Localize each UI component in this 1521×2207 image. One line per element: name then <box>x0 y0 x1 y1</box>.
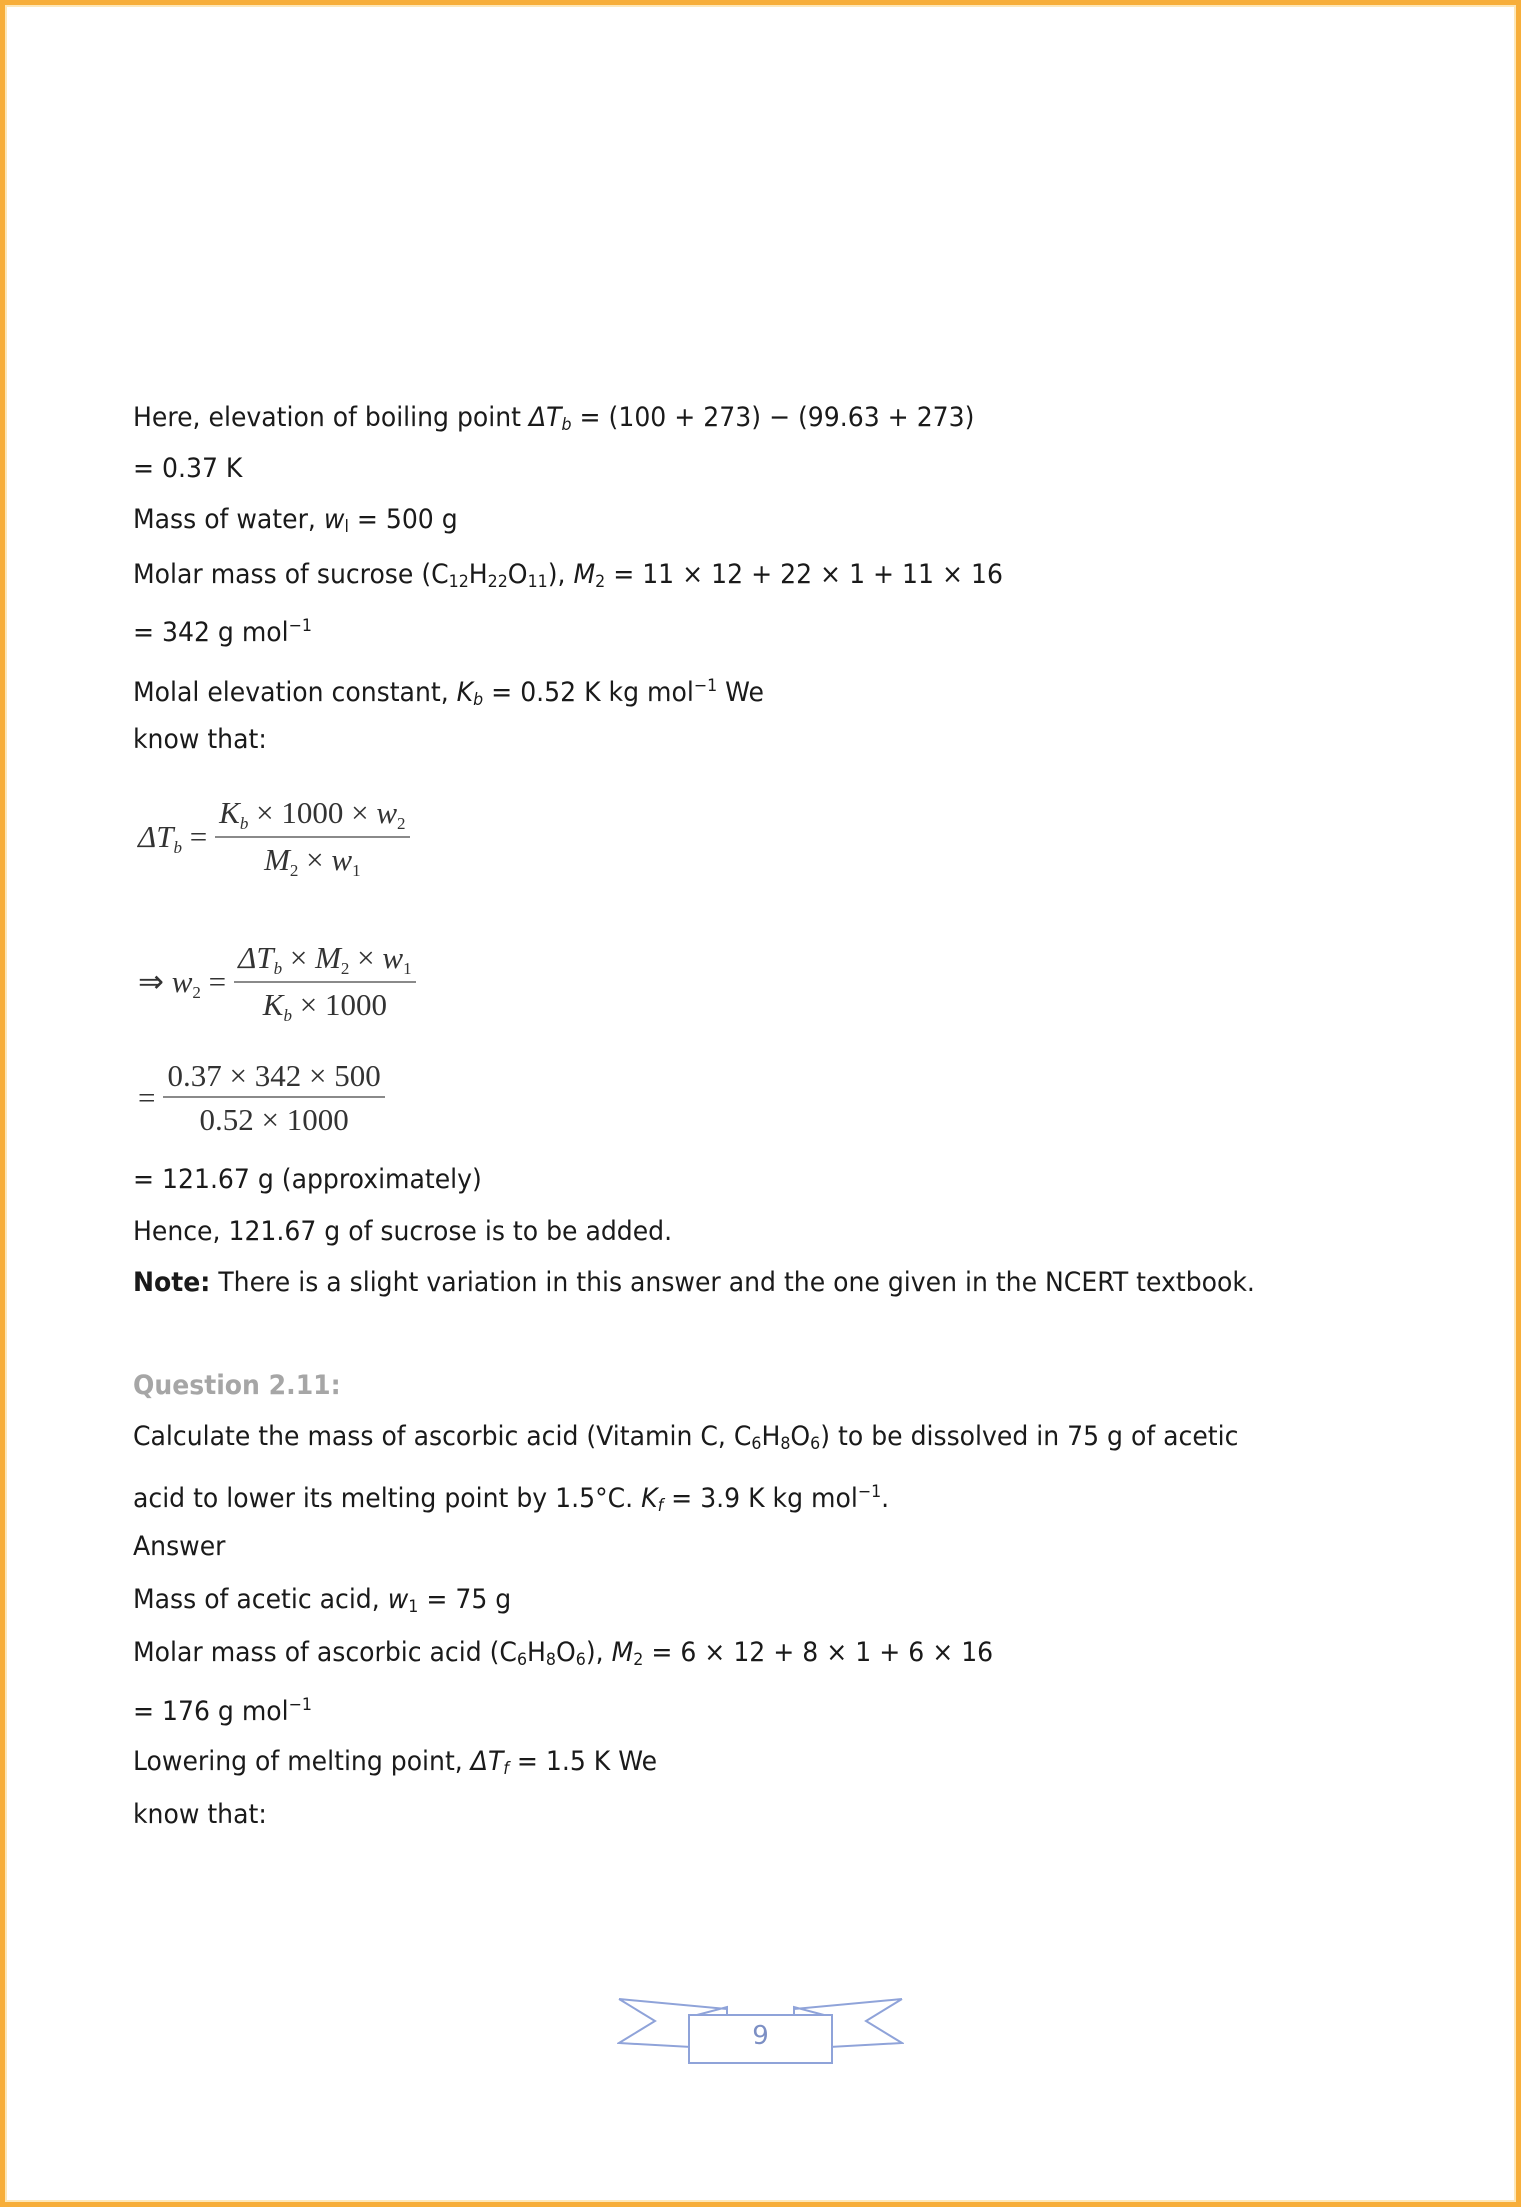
note-text: There is a slight variation in this answer and the one given in the NCERT textbook. <box>210 1267 1255 1298</box>
variable: w <box>387 1584 409 1615</box>
variable: ΔT <box>470 1746 504 1777</box>
subscript: 2 <box>397 814 406 833</box>
question-text-line-2 <box>133 1475 889 1523</box>
subscript: 1 <box>352 861 361 880</box>
text: H <box>761 1421 781 1452</box>
text: ), <box>547 559 574 590</box>
molar-mass-value-line <box>133 609 312 650</box>
superscript: −1 <box>693 676 718 696</box>
superscript: −1 <box>288 616 312 636</box>
subscript: l <box>344 517 349 537</box>
fraction <box>215 795 409 881</box>
equation-lhs <box>138 964 226 1003</box>
subscript: 22 <box>487 572 508 592</box>
subscript: 8 <box>780 1434 791 1454</box>
know-that-line-2: know that: <box>133 1799 267 1830</box>
text: = (100 + 273) − (99.63 + 273) <box>571 402 975 433</box>
text: ), <box>585 1637 612 1668</box>
text: × <box>349 940 383 975</box>
variable: M <box>573 559 596 590</box>
equals-sign: = <box>208 963 227 999</box>
note-label: Note: <box>133 1267 211 1298</box>
text: Calculate the mass of ascorbic acid (Vitamin C, C <box>133 1421 752 1452</box>
molar-mass-ascorbic-value-line <box>133 1688 312 1729</box>
text: Mass of acetic acid, <box>133 1584 388 1615</box>
subscript: 2 <box>595 572 606 592</box>
text: O <box>555 1637 576 1668</box>
subscript: f <box>657 1496 664 1516</box>
equation-numeric-substitution <box>138 1058 385 1138</box>
text: = 342 g mol <box>133 617 289 648</box>
subscript: 1 <box>408 1597 419 1617</box>
text: Molar mass of sucrose (C <box>133 559 449 590</box>
delta-t-symbol: ΔT <box>528 402 562 433</box>
numerator: 0.37 × 342 × 500 <box>163 1058 384 1098</box>
molal-elevation-constant-line <box>133 669 764 717</box>
text: M <box>264 842 290 877</box>
text: K <box>219 795 240 830</box>
text: = 11 × 12 + 22 × 1 + 11 × 16 <box>605 559 1003 590</box>
subscript: 6 <box>810 1434 821 1454</box>
note-line <box>133 1266 1255 1300</box>
molar-mass-ascorbic-line <box>133 1636 993 1677</box>
variable: w <box>323 504 345 535</box>
numerator <box>234 940 415 983</box>
delta-t-value-line: = 0.37 K <box>133 453 243 484</box>
text: = 1.5 K We <box>508 1746 658 1777</box>
subscript: 12 <box>448 572 469 592</box>
result-line: = 121.67 g (approximately) <box>133 1164 482 1195</box>
text: = 0.52 K kg mol <box>483 677 694 708</box>
equation-solve-for-w2 <box>138 940 416 1026</box>
text: Here, elevation of boiling point <box>133 402 529 433</box>
numerator <box>215 795 409 838</box>
text: × <box>298 842 332 877</box>
text: O <box>790 1421 811 1452</box>
equals-sign: = <box>138 1080 156 1115</box>
text: w <box>331 842 353 877</box>
fraction <box>163 1058 384 1138</box>
text: O <box>507 559 528 590</box>
text: acid to lower its melting point by 1.5°C. <box>133 1483 642 1514</box>
text: × <box>282 940 316 975</box>
subscript: 6 <box>575 1650 586 1670</box>
fraction <box>234 940 415 1026</box>
molar-mass-sucrose-line <box>133 558 1003 599</box>
text: K <box>262 987 284 1022</box>
lowering-melting-point-line <box>133 1745 657 1786</box>
text: ) to be dissolved in 75 g of acetic <box>820 1421 1239 1452</box>
text: w <box>382 940 404 975</box>
subscript: f <box>503 1759 509 1779</box>
subscript: 8 <box>545 1650 556 1670</box>
question-heading: Question 2.11: <box>133 1370 341 1401</box>
superscript: −1 <box>857 1482 882 1502</box>
text: H <box>527 1637 546 1668</box>
text: H <box>468 559 488 590</box>
subscript: 6 <box>516 1650 528 1670</box>
subscript: 6 <box>751 1434 762 1454</box>
boiling-point-elevation-line <box>133 401 974 442</box>
subscript: b <box>173 837 182 857</box>
variable: M <box>611 1637 634 1668</box>
text: Mass of water, <box>133 504 324 535</box>
answer-label: Answer <box>133 1531 226 1562</box>
page-number: 9 <box>752 2021 769 2051</box>
text: = 6 × 12 + 8 × 1 + 6 × 16 <box>643 1637 994 1668</box>
text: = 3.9 K kg mol <box>663 1483 858 1514</box>
mass-of-water-line <box>133 503 458 544</box>
text: w <box>171 963 193 999</box>
text: w <box>376 795 398 830</box>
conclusion-line: Hence, 121.67 g of sucrose is to be added. <box>133 1216 673 1247</box>
denominator: 0.52 × 1000 <box>199 1102 349 1137</box>
equation-lhs <box>138 819 207 858</box>
text: We <box>717 677 764 708</box>
subscript: b <box>283 1006 292 1025</box>
variable: K <box>456 677 474 708</box>
superscript: −1 <box>288 1695 312 1715</box>
subscript: 2 <box>192 982 201 1002</box>
page-number-badge <box>617 1985 904 2065</box>
equation-boiling-point-formula <box>138 795 410 881</box>
know-that-line: know that: <box>133 724 267 755</box>
mass-of-acetic-acid-line <box>133 1583 511 1624</box>
text: = 75 g <box>418 1584 512 1615</box>
text: ΔT <box>138 818 174 854</box>
subscript: 2 <box>633 1650 644 1670</box>
subscript: 11 <box>527 572 548 592</box>
denominator <box>259 983 391 1026</box>
subscript: b <box>473 690 484 710</box>
subscript: b <box>561 415 572 435</box>
equals-sign: = <box>189 818 208 854</box>
subscript: 1 <box>403 959 412 978</box>
text: Molar mass of ascorbic acid (C <box>133 1637 517 1668</box>
text: . <box>881 1483 890 1514</box>
subscript: b <box>273 959 283 978</box>
text: Molal elevation constant, <box>133 677 457 708</box>
subscript: b <box>239 814 249 833</box>
text: Lowering of melting point, <box>133 1746 471 1777</box>
text: = 500 g <box>348 504 458 535</box>
text: × 1000 × <box>248 795 377 830</box>
subscript: 2 <box>340 959 350 978</box>
implies-arrow-icon: ⇒ <box>138 963 164 999</box>
text: ΔT <box>238 940 274 975</box>
text: M <box>315 940 341 975</box>
subscript: 2 <box>289 861 299 880</box>
denominator <box>260 838 365 881</box>
question-text-line-1 <box>133 1420 1238 1461</box>
text: × 1000 <box>291 987 387 1022</box>
variable: K <box>641 1483 658 1514</box>
text: = 176 g mol <box>133 1696 289 1727</box>
